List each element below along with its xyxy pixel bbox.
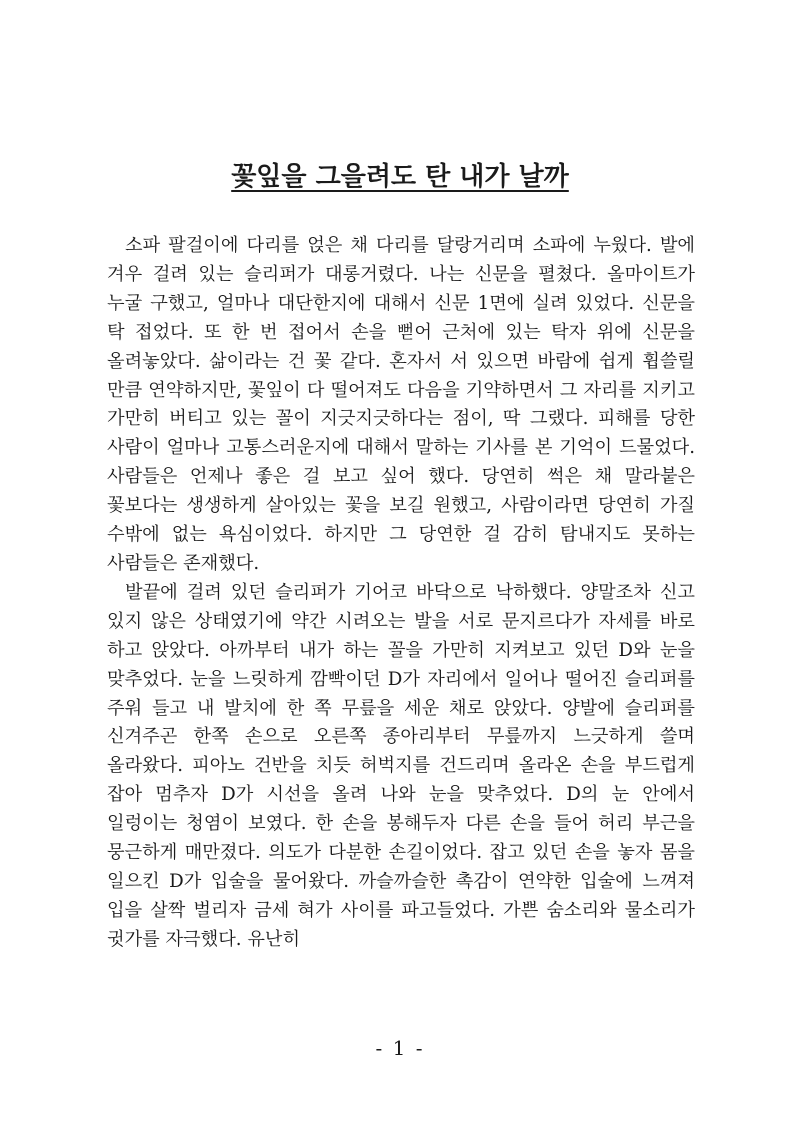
paragraph-2: 발끝에 걸려 있던 슬리퍼가 기어코 바닥으로 낙하했다. 양말조차 신고 있지 않은 상태였기에 약간 시려오는 발을 서로 문지르다가 자세를 바로 하고 앉았다. 아까부터 내가 하는 꼴을 가만히 지켜보고 있던 D와 눈을 맞추었다. 눈을 느릿하게 깜빡이던 D가 자리에서 일어나 떨어진 슬리퍼를 주워 들고 내 발치에 한 쪽 무릎을 세운 채로 앉았다. 양발에 슬리퍼를 신겨주곤 한쪽 손으로 오른쪽 종아리부터 무릎까지 느긋하게 쓸며 올라왔다. 피아노 건반을 치듯 허벅지를 건드리며 올라온 손을 부드럽게 잡아 멈추자 D가 시선을 올려 나와 눈을 맞추었다. D의 눈 안에서 일렁이는 청염이 보였다. 한 손을 봉해두자 다른 손을 들어 허리 부근을 뭉근하게 매만졌다. 의도가 다분한 손길이었다. 잡고 있던 손을 놓자 몸을 일으킨 D가 입술을 물어왔다. 까슬까슬한 촉감이 연약한 입술에 느껴져 입을 살짝 벌리자 금세 혀가 사이를 파고들었다. 가쁜 숨소리와 물소리가 귓가를 자극했다. 유난히 [107,581,695,950]
document-body [107,232,695,955]
document-title [0,160,800,194]
paragraph-1: 소파 팔걸이에 다리를 얹은 채 다리를 달랑거리며 소파에 누웠다. 발에 겨우 걸려 있는 슬리퍼가 대롱거렸다. 나는 신문을 펼쳤다. 올마이트가 누굴 구했고, 얼마나 대단한지에 대해서 신문 1면에 실려 있었다. 신문을 탁 접었다. 또 한 번 접어서 손을 뻗어 근처에 있는 탁자 위에 신문을 올려놓았다. 삶이라는 건 꽃 같다. 혼자서 서 있으면 바람에 쉽게 휩쓸릴 만큼 연약하지만, 꽃잎이 다 떨어져도 다음을 기약하면서 그 자리를 지키고 가만히 버티고 있는 꼴이 지긋지긋하다는 점이, 딱 그랬다. 피해를 당한 사람이 얼마나 고통스러운지에 대해서 말하는 기사를 본 기억이 드물었다. 사람들은 언제나 좋은 걸 보고 싶어 했다. 당연히 썩은 채 말라붙은 꽃보다는 생생하게 살아있는 꽃을 보길 원했고, 사람이라면 당연히 가질 수밖에 없는 욕심이었다. 하지만 그 당연한 걸 감히 탐내지도 못하는 사람들은 존재했다. [107,235,695,574]
page-number: - 1 - [375,1036,425,1060]
document-title-text: 꽃잎을 그을려도 탄 내가 날까 [231,162,569,192]
